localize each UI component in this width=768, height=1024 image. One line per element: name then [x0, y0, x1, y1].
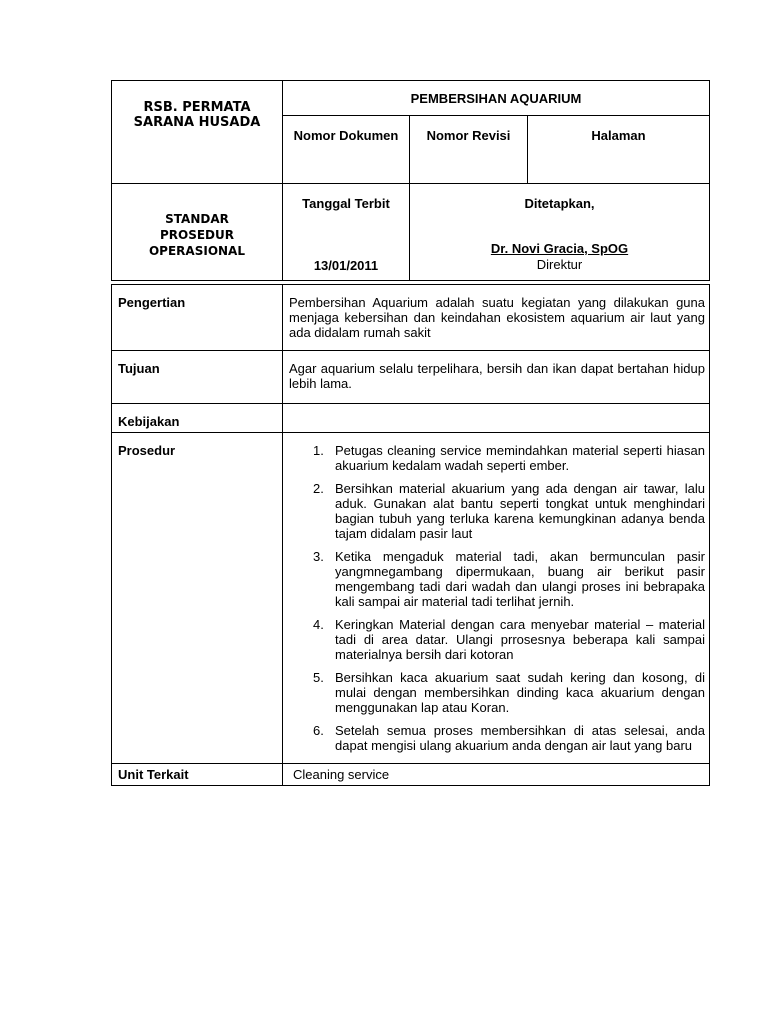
- page-label: Halaman: [591, 128, 646, 143]
- pengertian-label: Pengertian: [112, 285, 283, 351]
- page-cell: [528, 116, 710, 184]
- issue-date-cell: [283, 184, 410, 281]
- prosedur-step-text: Petugas cleaning service memindahkan material seperti hiasan akuarium kedalam wadah seperti ember.: [335, 443, 705, 473]
- sop-document: [111, 80, 709, 786]
- prosedur-step-number: 6.: [313, 723, 324, 738]
- approval-cell: [410, 184, 710, 281]
- prosedur-step-number: 4.: [313, 617, 324, 632]
- approved-label: Ditetapkan,: [524, 196, 595, 211]
- prosedur-step: [313, 617, 705, 662]
- prosedur-step-text: Bersihkan material akuarium yang ada dengan air tawar, lalu aduk. Gunakan alat bantu seperti tongkat untuk menghindari bagian tubuh yang terluka karena kemungkinan adanya benda tajam didalam pasir laut: [335, 481, 705, 541]
- revision-cell: [410, 116, 528, 184]
- prosedur-step-text: Keringkan Material dengan cara menyebar material – material tadi di area datar. Ulangi prrosesnya beberapa kali sampai materialnya bersih dari kotoran: [335, 617, 705, 662]
- prosedur-content: [283, 433, 710, 764]
- revision-label: Nomor Revisi: [426, 128, 511, 143]
- sop-line2: PROSEDUR: [159, 228, 235, 242]
- row-tujuan: [112, 351, 710, 404]
- row-unit-terkait: [112, 764, 710, 786]
- hospital-name: [112, 81, 283, 184]
- prosedur-step-text: Bersihkan kaca akuarium saat sudah kering dan kosong, di mulai dengan membersihkan dinding kaca akuarium dengan menggunakan lap atau Koran.: [335, 670, 705, 715]
- signer-role: Direktur: [536, 257, 583, 272]
- pengertian-text: Pembersihan Aquarium adalah suatu kegiatan yang dilakukan guna menjaga kebersihan dan keindahan ekosistem aquarium air laut yang ada didalam rumah sakit: [283, 285, 710, 351]
- prosedur-step: [313, 549, 705, 609]
- tujuan-label: Tujuan: [112, 351, 283, 404]
- prosedur-step-number: 2.: [313, 481, 324, 496]
- prosedur-step-text: Ketika mengaduk material tadi, akan bermunculan pasir yangmnegambang dipermukaan, buang air berikut pasir mengembang tadi dari wadah dan ulangi proses ini bebrapaka kali sampai air material tadi terlihat jernih.: [335, 549, 705, 609]
- issue-date-value: 13/01/2011: [313, 258, 379, 273]
- kebijakan-text: [283, 404, 710, 433]
- header-table: [111, 80, 710, 281]
- kebijakan-label: Kebijakan: [112, 404, 283, 433]
- doc-number-label: Nomor Dokumen: [293, 128, 399, 143]
- prosedur-step-number: 3.: [313, 549, 324, 564]
- hospital-name-line1: RSB. PERMATA: [143, 100, 251, 115]
- sop-label: [112, 184, 283, 281]
- prosedur-step: [313, 481, 705, 541]
- unit-label: Unit Terkait: [112, 764, 283, 786]
- prosedur-label: Prosedur: [112, 433, 283, 764]
- row-kebijakan: [112, 404, 710, 433]
- row-pengertian: [112, 285, 710, 351]
- prosedur-step: [313, 443, 705, 473]
- prosedur-step-number: 1.: [313, 443, 324, 458]
- unit-text: Cleaning service: [283, 764, 710, 786]
- prosedur-step: [313, 670, 705, 715]
- signer-name: Dr. Novi Gracia, SpOG: [490, 241, 629, 256]
- sop-line3: OPERASIONAL: [148, 244, 245, 258]
- tujuan-text: Agar aquarium selalu terpelihara, bersih dan ikan dapat bertahan hidup lebih lama.: [283, 351, 710, 404]
- issue-date-label: Tanggal Terbit: [302, 196, 390, 211]
- sop-line1: STANDAR: [165, 212, 229, 226]
- prosedur-step-number: 5.: [313, 670, 324, 685]
- doc-number-cell: [283, 116, 410, 184]
- document-title: [283, 81, 710, 116]
- body-table: [111, 284, 710, 786]
- hospital-name-line2: SARANA HUSADA: [133, 115, 261, 130]
- prosedur-steps-list: [289, 443, 705, 753]
- document-title-text: PEMBERSIHAN AQUARIUM: [410, 90, 582, 106]
- prosedur-step: [313, 723, 705, 753]
- prosedur-step-text: Setelah semua proses membersihkan di atas selesai, anda dapat mengisi ulang akuarium anda dengan air laut yang baru: [335, 723, 705, 753]
- row-prosedur: [112, 433, 710, 764]
